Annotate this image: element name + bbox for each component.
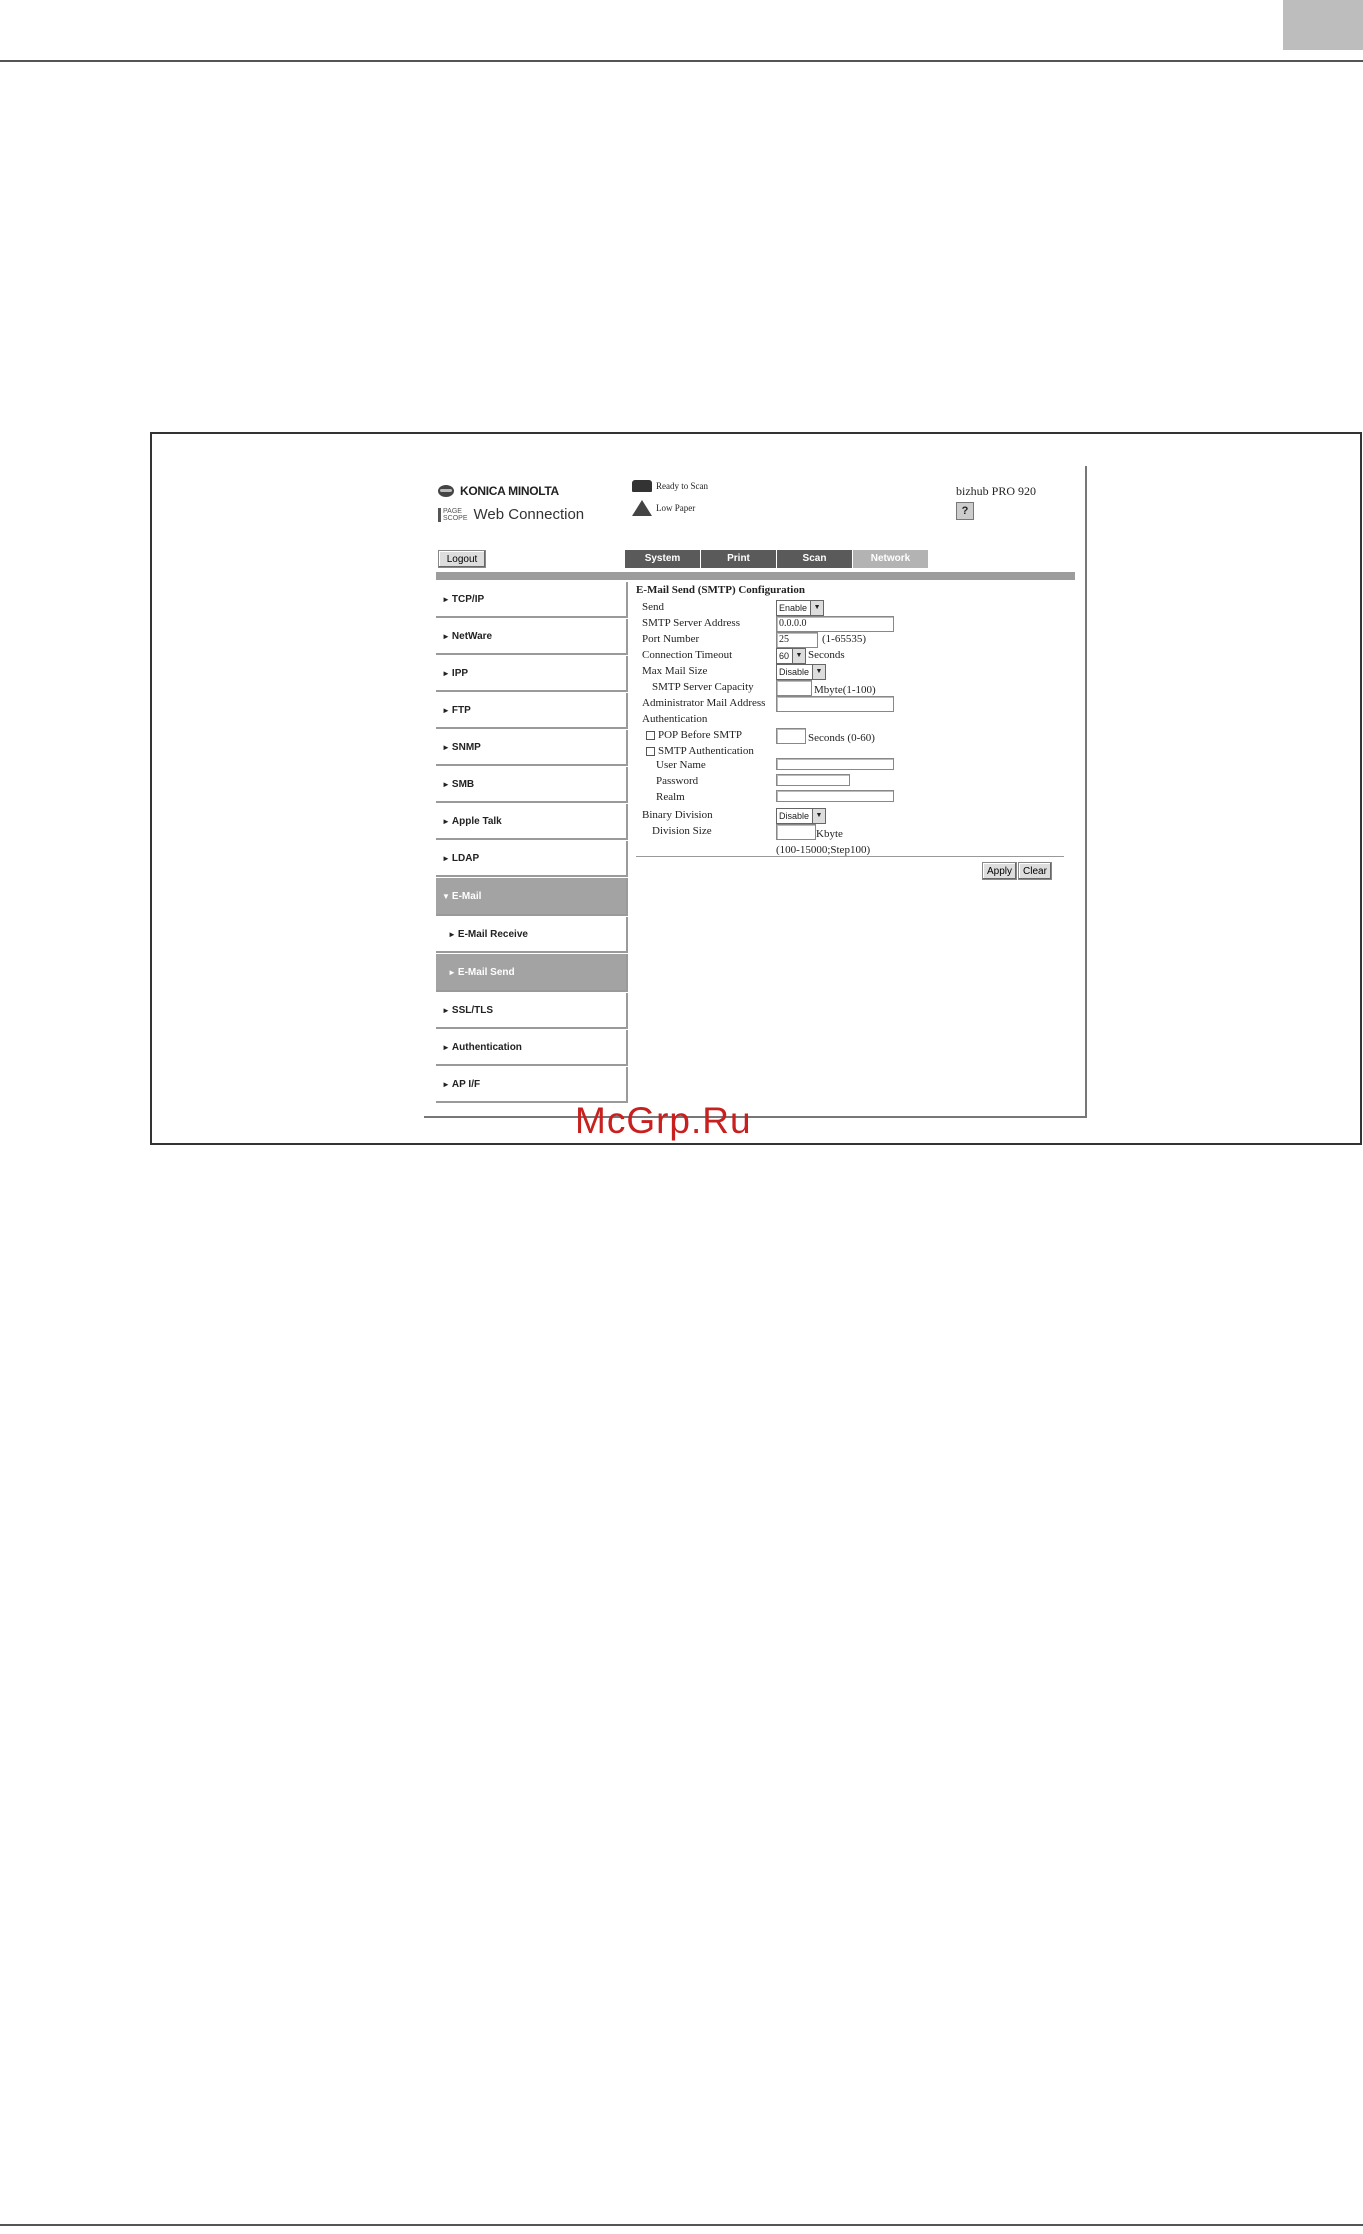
arrow-right-icon: ►	[442, 853, 450, 863]
logout-button[interactable]: Logout	[438, 550, 486, 568]
sidebar-item-tcp-ip[interactable]	[436, 582, 628, 618]
sidebar-item-label: NetWare	[451, 630, 493, 642]
scanner-icon	[632, 480, 652, 492]
arrow-right-icon: ►	[442, 668, 450, 678]
device-model: bizhub PRO 920	[956, 484, 1037, 498]
division-size-field[interactable]	[776, 824, 816, 840]
sidebar-item-label: SMB	[451, 778, 475, 790]
footer-rule	[0, 2224, 1363, 2226]
max-mail-select[interactable]	[776, 664, 826, 680]
arrow-right-icon: ►	[448, 929, 456, 939]
arrow-right-icon: ►	[442, 1005, 450, 1015]
division-size-range: (100-15000;Step100)	[776, 844, 871, 856]
sidebar-item-label: LDAP	[451, 852, 480, 864]
sidebar-item-label: SSL/TLS	[451, 1004, 494, 1016]
sidebar-item-ldap[interactable]	[436, 841, 628, 877]
sidebar-item-label: AP I/F	[451, 1078, 481, 1090]
sidebar-item-label: E-Mail Send	[457, 966, 515, 978]
sidebar-item-e-mail[interactable]	[436, 878, 628, 916]
port-field[interactable]: 25	[776, 632, 818, 648]
sidebar-item-ftp[interactable]	[436, 693, 628, 729]
arrow-right-icon: ►	[442, 1079, 450, 1089]
app-title: Web Connection	[473, 506, 585, 523]
capacity-unit: Mbyte(1-100)	[814, 684, 876, 696]
sidebar-item-snmp[interactable]	[436, 730, 628, 766]
arrow-right-icon: ►	[442, 705, 450, 715]
sidebar-item-label: IPP	[451, 667, 469, 679]
status-ready-to-scan	[632, 480, 708, 492]
pop-before-field[interactable]	[776, 728, 806, 744]
sidebar-item-ipp[interactable]	[436, 656, 628, 692]
sidebar-item-authentication[interactable]	[436, 1030, 628, 1066]
chapter-tab	[1283, 0, 1363, 50]
sidebar-item-netware[interactable]	[436, 619, 628, 655]
tab-network[interactable]: Network	[853, 550, 929, 568]
capacity-label: SMTP Server Capacity	[652, 681, 754, 693]
pop-before-label: POP Before SMTP	[658, 729, 742, 741]
timeout-unit: Seconds	[808, 649, 845, 661]
smtp-auth-label: SMTP Authentication	[658, 745, 754, 757]
pop-before-checkbox-wrap	[646, 729, 742, 741]
sidebar-item-e-mail-send[interactable]	[436, 954, 628, 992]
authentication-heading: Authentication	[642, 713, 708, 725]
low-paper-warning-icon	[632, 500, 652, 516]
apply-button[interactable]: Apply	[982, 862, 1017, 880]
admin-mail-field[interactable]	[776, 696, 894, 712]
user-name-field[interactable]	[776, 758, 894, 770]
form-divider	[636, 856, 1064, 857]
status-text: Ready to Scan	[656, 481, 708, 491]
sidebar-item-apple-talk[interactable]	[436, 804, 628, 840]
timeout-label: Connection Timeout	[642, 649, 733, 661]
sidebar-item-label: Apple Talk	[451, 815, 502, 827]
realm-row	[636, 790, 1076, 808]
binary-division-select[interactable]	[776, 808, 826, 824]
sidebar-item-ap-if[interactable]	[436, 1067, 628, 1103]
send-select[interactable]	[776, 600, 824, 616]
status-text: Low Paper	[656, 503, 696, 513]
password-field[interactable]	[776, 774, 850, 786]
chevron-down-icon: ▼	[812, 665, 825, 679]
page-title: E-Mail Send (SMTP) Configuration	[636, 584, 805, 596]
arrow-right-icon: ►	[442, 631, 450, 641]
sidebar-item-label: TCP/IP	[451, 593, 485, 605]
arrow-right-icon: ►	[442, 742, 450, 752]
tab-underline-bar	[436, 572, 1075, 580]
sidebar-item-ssl-tls[interactable]	[436, 993, 628, 1029]
timeout-value: 60	[779, 651, 790, 661]
smtp-address-field[interactable]: 0.0.0.0	[776, 616, 894, 632]
sidebar-item-label: E-Mail Receive	[457, 928, 528, 940]
arrow-right-icon: ►	[442, 779, 450, 789]
division-size-label: Division Size	[652, 825, 712, 837]
arrow-right-icon: ►	[442, 816, 450, 826]
send-value: Enable	[779, 603, 808, 613]
status-low-paper	[632, 500, 695, 516]
division-size-unit: Kbyte	[816, 828, 843, 840]
pagescope-web-connection-logo	[438, 506, 584, 523]
chevron-down-icon: ▼	[792, 649, 805, 663]
konica-minolta-logo	[438, 484, 559, 498]
sidebar-item-smb[interactable]	[436, 767, 628, 803]
send-label: Send	[642, 601, 664, 613]
arrow-right-icon: ►	[448, 967, 456, 977]
web-connection-screenshot	[424, 466, 1087, 1118]
realm-field[interactable]	[776, 790, 894, 802]
smtp-address-label: SMTP Server Address	[642, 617, 740, 629]
chevron-down-icon: ▼	[810, 601, 823, 615]
tab-scan[interactable]: Scan	[777, 550, 853, 568]
arrow-right-icon: ►	[442, 594, 450, 604]
main-tabs	[625, 550, 929, 568]
smtp-auth-checkbox-wrap	[646, 745, 754, 757]
tab-print[interactable]: Print	[701, 550, 777, 568]
max-mail-label: Max Mail Size	[642, 665, 708, 677]
smtp-auth-checkbox[interactable]	[646, 747, 655, 756]
binary-division-value: Disable	[779, 811, 810, 821]
pagescope-line-1: PAGE	[443, 507, 462, 515]
admin-mail-label: Administrator Mail Address	[642, 697, 766, 709]
tab-system[interactable]: System	[625, 550, 701, 568]
logo-text: KONICA MINOLTA	[460, 484, 559, 498]
port-range: (1-65535)	[822, 633, 866, 645]
capacity-field[interactable]	[776, 680, 812, 696]
clear-button[interactable]: Clear	[1018, 862, 1052, 880]
max-mail-value: Disable	[779, 667, 810, 677]
sidebar-item-label: SNMP	[451, 741, 481, 753]
header-rule	[0, 60, 1363, 62]
realm-label: Realm	[656, 791, 685, 803]
arrow-down-icon: ▼	[442, 891, 450, 901]
sidebar-item-label: Authentication	[451, 1041, 522, 1053]
help-icon[interactable]: ?	[956, 502, 974, 520]
pagescope-line-2: SCOPE	[443, 514, 468, 522]
sidebar	[436, 582, 628, 1104]
timeout-select[interactable]	[776, 648, 806, 664]
arrow-right-icon: ►	[442, 1042, 450, 1052]
watermark: McGrp.Ru	[575, 1100, 752, 1141]
konica-minolta-globe-icon	[438, 485, 454, 497]
sidebar-item-label: E-Mail	[451, 890, 482, 902]
sidebar-item-e-mail-receive[interactable]	[436, 917, 628, 953]
sidebar-item-label: FTP	[451, 704, 471, 716]
password-label: Password	[656, 775, 699, 787]
user-name-label: User Name	[656, 759, 706, 771]
chevron-down-icon: ▼	[812, 809, 825, 823]
port-label: Port Number	[642, 633, 700, 645]
pagescope-icon	[438, 508, 468, 522]
pop-before-checkbox[interactable]	[646, 731, 655, 740]
binary-division-label: Binary Division	[642, 809, 713, 821]
pop-before-unit: Seconds (0-60)	[808, 732, 875, 744]
